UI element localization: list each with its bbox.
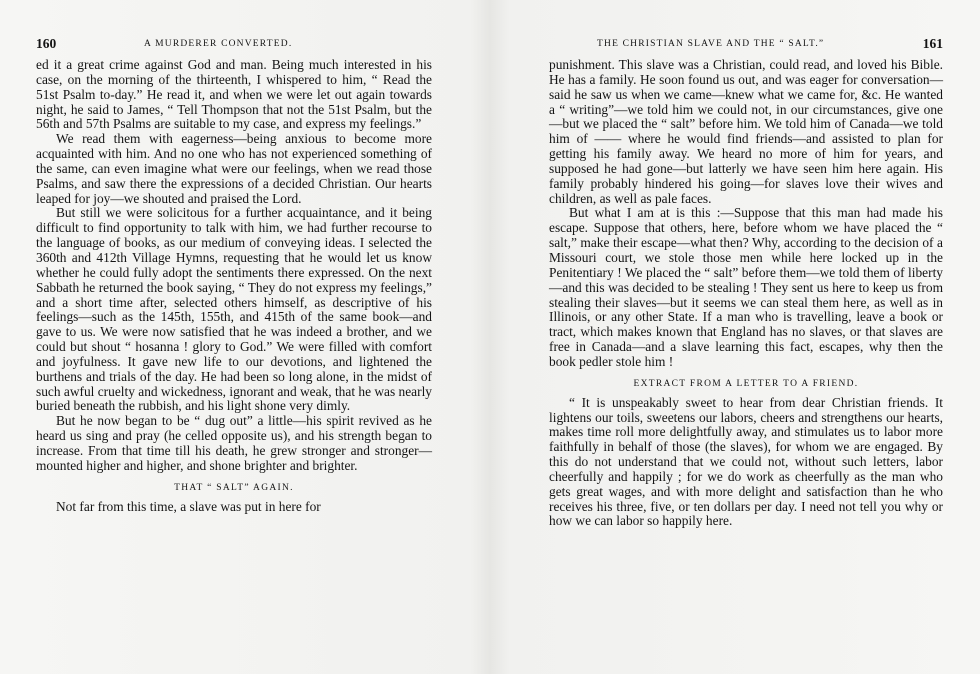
right-paragraph-2: But what I am at is this :—Suppose that this man had made his escape. Suppose that others, here, before whom we have placed the “ salt,” make their escape—what then? Why, according to the decision of a Missouri court, we stole those men while here locked up in the Penitentiary ! We placed the “ salt” before them—we told them of liberty—and this was decided to be stealing ! They sent us here to keep us from stealing their slaves—but it seems we can steal them here, as well as in Illinois, or any other State. If a man who is travelling, leave a book or tract, which makes known that England has no slaves, or that slaves are free in Canada—and a slave learning this fact, escapes, why then the book pedler stole him ! xyxy=(549,205,943,369)
left-paragraph-3: But still we were solicitous for a further acquaintance, and it being difficult to find opportunity to talk with him, we had further recourse to the language of books, as our medium of conveying ideas. I selected the 360th and 412th Village Hymns, requesting that he would let us know whether he could fully adopt the sentiments there expressed. On the next Sabbath he returned the book saying, “ They do not express my feelings,” and a short time after, selected others himself, as descriptive of his feelings—such as the 145th, 155th, and 415th of the same book—and gave to us. We were now satisfied that he was indeed a brother, and we could but shout “ hosanna ! glory to God.” We were filled with comfort and joyfulness. It gave new life to our devotions, and lightened the burthens and trials of the day. He had been so long alone, in the midst of such awful cruelty and wickedness, ignorant and weak, that he was nearly buried beneath the rubbish, and his light shone very dimly. xyxy=(36,205,433,414)
right-page-header xyxy=(549,36,943,58)
right-running-head: THE CHRISTIAN SLAVE AND THE “ SALT.” xyxy=(597,39,825,49)
right-paragraph-1: punishment. This slave was a Christian, could read, and loved his Bible. He has a family. He soon found us out, and was eager for conversation—said he saw us when we came—knew what we came for, &c. He wanted a “ writing”—we told him we could not, in our circumstances, give one—but we placed the “ salt” before him. We told him of Canada—we told him of —— where he would find friends—and assisted to plan for getting his family away. We heard no more of him for years, and supposed he had gone—but latterly we have seen him here again. His family probably hindered his going—for slaves love their wives and children, as well as pale faces. xyxy=(549,57,943,206)
right-subheading: EXTRACT FROM A LETTER TO A FRIEND. xyxy=(633,378,859,389)
left-page-body xyxy=(36,58,432,514)
left-closing-paragraph: Not far from this time, a slave was put in here for xyxy=(56,498,321,514)
left-page xyxy=(36,36,432,514)
right-page xyxy=(549,36,943,529)
left-paragraph-4: But he now began to be “ dug out” a little—his spirit revived as he heard us sing and pray (he celled opposite us), and his strength began to increase. From that time till his death, he grew stronger and stronger—mounted higher and higher, and shone brighter and brighter. xyxy=(36,413,432,473)
left-running-head: A MURDERER CONVERTED. xyxy=(144,39,293,49)
right-closing-paragraph: “ It is unspeakably sweet to hear from dear Christian friends. It lightens our toils, sweetens our labors, cheers and strengthens our hearts, makes time roll more delightfully away, and stimulates us to labor more faithfully in behalf of those (the slaves), for whom we are engaged. By this do not understand that we could not, without such letters, labor cheerfully and happily ; for we do work as cheerfully as the man who gets great wages, and with more delight and satisfaction than he who receives his three, five, or ten dollars per day. I need not tell you why or how we can labor so happily here. xyxy=(549,394,943,529)
left-page-number: 160 xyxy=(36,36,57,51)
right-page-number: 161 xyxy=(922,36,943,51)
left-page-header xyxy=(36,36,432,58)
left-paragraph-1: ed it a great crime against God and man. Being much interested in his case, on the morning of the thirteenth, I whispered to him, “ Read the 51st Psalm to-day.” He read it, and when we were let out again towards night, he said to James, “ Tell Thompson that not the 51st Psalm, but the 56th and 57th Psalms are suitable to my case, and express my feelings.” xyxy=(36,57,432,132)
left-subheading: THAT “ SALT” AGAIN. xyxy=(174,482,294,493)
left-paragraph-2: We read them with eagerness—being anxious to become more acquainted with him. And no one who has not experienced something of the same, can even imagine what were our feelings, when we read those Psalms, and saw there the expressions of a decided Christian. Our hearts leaped for joy—we shouted and praised the Lord. xyxy=(36,131,432,206)
right-page-body xyxy=(549,58,943,529)
